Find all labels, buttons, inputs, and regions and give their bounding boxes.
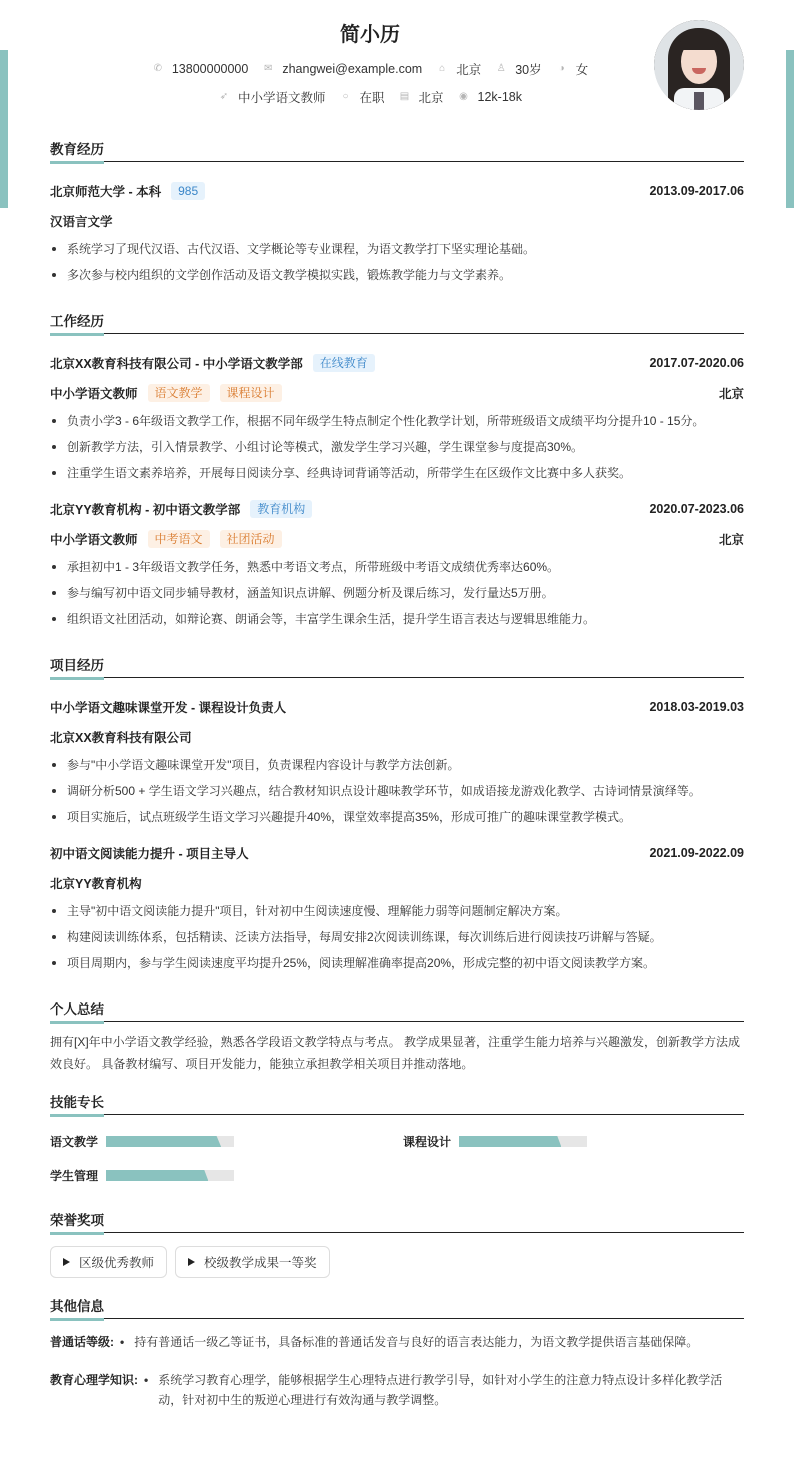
role-row	[50, 378, 744, 408]
bullet-dot: •	[120, 1335, 125, 1349]
skill-bar-fill	[459, 1136, 561, 1147]
school-tag: 985	[171, 182, 205, 200]
resume-header	[0, 0, 794, 120]
role: 中小学语文教师	[50, 387, 138, 401]
resume-body	[50, 138, 744, 1428]
list-item: 参与编写初中语文同步辅导教材，涵盖知识点讲解、例题分析及课后练习，发行量达5万册。	[50, 580, 744, 606]
list-item: 组织语文社团活动，如辩论赛、朗诵会等，丰富学生课余生活，提升学生语言表达与逻辑思维能力。	[50, 606, 744, 632]
avatar	[654, 20, 744, 110]
salary-icon: ◉	[459, 91, 468, 102]
age-icon: ♙	[496, 63, 506, 74]
phone-icon: ✆	[153, 63, 163, 74]
project-item	[50, 692, 744, 830]
other-list	[50, 1319, 744, 1410]
list-item: 负责小学3 - 6年级语文教学工作，根据不同年级学生特点制定个性化教学计划，所带班级语文成绩平均分提升10 - 15分。	[50, 408, 744, 434]
project-item	[50, 838, 744, 976]
skill-tag: 课程设计	[220, 384, 282, 402]
work-date: 2020.07-2023.06	[649, 502, 744, 516]
summary-text: 拥有[X]年中小学语文教学经验，熟悉各学段语文教学特点与考点。 教学成果显著，注重学生能力培养与兴趣激发，创新教学方法成效良好。 具备教材编写、项目开发能力，能独立承担教学相关项目并推动落地。	[50, 1035, 741, 1071]
major: 汉语言文学	[50, 215, 113, 229]
skills-list	[50, 1115, 744, 1185]
skill-bar	[459, 1136, 587, 1147]
skill-bar-fill	[106, 1136, 221, 1147]
list-item: 多次参与校内组织的文学创作活动及语文教学模拟实践，锻炼教学能力与文学素养。	[50, 262, 744, 288]
skill-bar	[106, 1136, 234, 1147]
home-icon: ⌂	[439, 63, 446, 74]
list-item: 注重学生语文素养培养，开展每日阅读分享、经典诗词背诵等活动，所带学生在区级作文比赛中多人获奖。	[50, 460, 744, 486]
section-title: 教育经历	[50, 138, 744, 162]
school-name: 北京师范大学 - 本科	[50, 185, 162, 199]
education-bullets	[50, 236, 744, 288]
work-section	[50, 310, 744, 632]
company-tag: 教育机构	[250, 500, 312, 518]
role: 中小学语文教师	[50, 533, 138, 547]
other-section	[50, 1295, 744, 1410]
awards-section	[50, 1209, 744, 1295]
project-org: 北京YY教育机构	[50, 877, 142, 891]
status-icon: ○	[342, 91, 349, 102]
skill-bar	[106, 1170, 234, 1181]
work-date: 2017.07-2020.06	[649, 356, 744, 370]
project-org: 北京XX教育科技有限公司	[50, 731, 192, 745]
contact-phone: ✆ 13800000000	[153, 62, 249, 76]
projects-section	[50, 654, 744, 976]
role-row	[50, 524, 744, 554]
intention-salary: ◉ 12k-18k	[459, 90, 523, 104]
work-location: 北京	[718, 387, 744, 401]
project-header-row	[50, 692, 744, 722]
contact-age: ♙ 30岁	[496, 63, 542, 77]
work-header-row	[50, 348, 744, 378]
contact-city: ⌂ 北京	[436, 60, 481, 78]
work-bullets	[50, 408, 744, 486]
work-bullets	[50, 554, 744, 632]
mail-icon: ✉	[264, 63, 273, 74]
major-row	[50, 206, 744, 236]
skill-label: 语文教学	[50, 1135, 99, 1149]
other-item	[50, 1332, 744, 1352]
award-item: 区级优秀教师	[50, 1246, 167, 1278]
project-org-row	[50, 722, 744, 752]
intention-status: ○ 在职	[340, 88, 385, 106]
list-item: 构建阅读训练体系，包括精读、泛读方法指导，每周安排2次阅读训练课，每次训练后进行阅读技巧讲解与答疑。	[50, 924, 744, 950]
contact-row	[0, 60, 740, 78]
section-title: 个人总结	[50, 998, 744, 1022]
project-date: 2021.09-2022.09	[649, 846, 744, 860]
list-item: 创新教学方法，引入情景教学、小组讨论等模式，激发学生学习兴趣，学生课堂参与度提高30%。	[50, 434, 744, 460]
company-tag: 在线教育	[313, 354, 375, 372]
candidate-name: 简小历	[340, 24, 400, 46]
summary-section	[50, 998, 744, 1075]
list-item: 调研分析500 + 学生语文学习兴趣点，结合教材知识点设计趣味教学环节，如成语接龙游戏化教学、古诗词情景演绎等。	[50, 778, 744, 804]
education-section	[50, 138, 744, 288]
intention-position: ➶ 中小学语文教师	[219, 91, 326, 105]
education-date: 2013.09-2017.06	[649, 184, 744, 198]
skills-section	[50, 1091, 744, 1185]
awards-list	[50, 1233, 744, 1295]
list-item: 参与"中小学语文趣味课堂开发"项目，负责课程内容设计与教学方法创新。	[50, 752, 744, 778]
project-org-row	[50, 868, 744, 898]
other-value: 持有普通话一级乙等证书，具备标准的普通话发音与良好的语言表达能力，为语文教学提供语言基础保障。	[134, 1335, 699, 1349]
contact-email: ✉ zhangwei@example.com	[264, 62, 423, 76]
contact-gender: ◑ 女	[556, 60, 589, 78]
work-location: 北京	[718, 533, 744, 547]
skill-tag: 社团活动	[220, 530, 282, 548]
section-title: 项目经历	[50, 654, 744, 678]
skill-item	[50, 1167, 234, 1184]
list-item: 项目实施后，试点班级学生语文学习兴趣提升40%，课堂效率提高35%，形成可推广的趣味课堂教学模式。	[50, 804, 744, 830]
section-title: 工作经历	[50, 310, 744, 334]
intention-row	[0, 88, 740, 106]
work-item	[50, 348, 744, 486]
skill-bar-fill	[106, 1170, 208, 1181]
project-header-row	[50, 838, 744, 868]
project-name: 中小学语文趣味课堂开发 - 课程设计负责人	[50, 701, 287, 715]
play-triangle-icon	[188, 1258, 195, 1266]
bullet-dot: •	[144, 1373, 149, 1387]
project-bullets	[50, 752, 744, 830]
other-value: 系统学习教育心理学，能够根据学生心理特点进行教学引导，如针对小学生的注意力特点设计多样化教学活动，针对初中生的叛逆心理进行有效沟通与教学调整。	[158, 1373, 723, 1407]
section-title: 其他信息	[50, 1295, 744, 1319]
list-item: 项目周期内，参与学生阅读速度平均提升25%，阅读理解准确率提高20%，形成完整的初中语文阅读教学方案。	[50, 950, 744, 976]
project-bullets	[50, 898, 744, 976]
other-key: 教育心理学知识:	[50, 1373, 138, 1387]
gender-icon: ◑	[558, 63, 565, 74]
skill-label: 学生管理	[50, 1169, 99, 1183]
section-title: 技能专长	[50, 1091, 744, 1115]
work-header-row	[50, 494, 744, 524]
building-icon: ▤	[399, 91, 410, 102]
skill-tag: 语文教学	[148, 384, 210, 402]
skill-label: 课程设计	[403, 1135, 452, 1149]
play-triangle-icon	[63, 1258, 70, 1266]
skill-item	[50, 1133, 234, 1150]
list-item: 主导"初中语文阅读能力提升"项目，针对初中生阅读速度慢、理解能力弱等问题制定解决方案。	[50, 898, 744, 924]
send-icon: ➶	[219, 91, 229, 102]
intention-city: ▤ 北京	[399, 91, 444, 105]
education-header-row	[50, 176, 744, 206]
other-item	[50, 1370, 744, 1410]
skill-item	[403, 1133, 587, 1150]
company-name: 北京YY教育机构 - 初中语文教学部	[50, 503, 241, 517]
section-title: 荣誉奖项	[50, 1209, 744, 1233]
project-date: 2018.03-2019.03	[649, 700, 744, 714]
list-item: 系统学习了现代汉语、古代汉语、文学概论等专业课程，为语文教学打下坚实理论基础。	[50, 236, 744, 262]
company-name: 北京XX教育科技有限公司 - 中小学语文教学部	[50, 357, 303, 371]
other-key: 普通话等级:	[50, 1335, 114, 1349]
award-item: 校级教学成果一等奖	[175, 1246, 330, 1278]
work-item	[50, 494, 744, 632]
list-item: 承担初中1 - 3年级语文教学任务，熟悉中考语文考点，所带班级中考语文成绩优秀率达60%。	[50, 554, 744, 580]
skill-tag: 中考语文	[148, 530, 210, 548]
project-name: 初中语文阅读能力提升 - 项目主导人	[50, 847, 249, 861]
